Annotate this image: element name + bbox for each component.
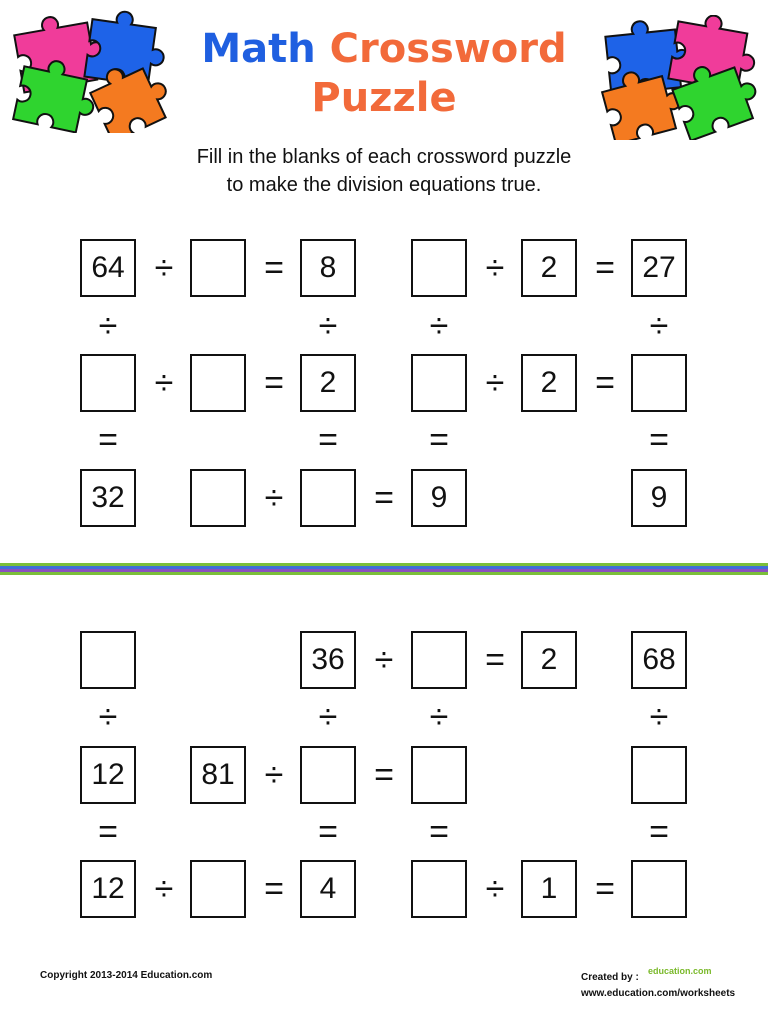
divide-symbol: ÷ — [98, 306, 118, 345]
equals-symbol: = — [98, 420, 118, 459]
cell-blank-input[interactable] — [80, 631, 136, 689]
cell-given: 2 — [521, 239, 577, 297]
title-word-crossword: Crossword — [329, 26, 567, 72]
divide-symbol: ÷ — [429, 306, 449, 345]
equals-symbol: = — [318, 420, 338, 459]
cell-blank-input[interactable] — [631, 746, 687, 804]
equals-symbol: = — [264, 869, 284, 908]
cell-given: 64 — [80, 239, 136, 297]
divide-symbol: ÷ — [374, 640, 394, 679]
divide-symbol: ÷ — [154, 869, 174, 908]
cell-given: 68 — [631, 631, 687, 689]
cell-given: 2 — [521, 631, 577, 689]
divide-symbol: ÷ — [649, 697, 669, 736]
equals-symbol: = — [649, 812, 669, 851]
education-logo — [648, 966, 712, 976]
cell-given: 9 — [411, 469, 467, 527]
cell-blank-input[interactable] — [411, 860, 467, 918]
title-word-math: Math — [201, 26, 316, 72]
equals-symbol: = — [595, 363, 615, 402]
divide-symbol: ÷ — [154, 363, 174, 402]
cell-given: 8 — [300, 239, 356, 297]
cell-given: 81 — [190, 746, 246, 804]
cell-given: 12 — [80, 746, 136, 804]
divide-symbol: ÷ — [429, 697, 449, 736]
equals-symbol: = — [595, 248, 615, 287]
cell-blank-input[interactable] — [411, 631, 467, 689]
instructions-line-1: Fill in the blanks of each crossword puzzle — [196, 146, 572, 168]
divide-symbol: ÷ — [98, 697, 118, 736]
divide-symbol: ÷ — [264, 755, 284, 794]
equals-symbol: = — [429, 812, 449, 851]
divide-symbol: ÷ — [485, 248, 505, 287]
divide-symbol: ÷ — [485, 869, 505, 908]
worksheets-url[interactable]: www.education.com/worksheets — [581, 988, 736, 999]
cell-given: 12 — [80, 860, 136, 918]
divide-symbol: ÷ — [264, 478, 284, 517]
cell-blank-input[interactable] — [411, 746, 467, 804]
title-word-puzzle: Puzzle — [311, 75, 457, 121]
logo-text: education.com — [648, 966, 712, 976]
cell-given: 1 — [521, 860, 577, 918]
instructions-line-2: to make the division equations true. — [226, 174, 542, 196]
cell-given: 36 — [300, 631, 356, 689]
equals-symbol: = — [98, 812, 118, 851]
equals-symbol: = — [374, 755, 394, 794]
cell-given: 27 — [631, 239, 687, 297]
equals-symbol: = — [595, 869, 615, 908]
cell-given: 2 — [521, 354, 577, 412]
cell-blank-input[interactable] — [300, 746, 356, 804]
cell-blank-input[interactable] — [190, 860, 246, 918]
cell-blank-input[interactable] — [631, 860, 687, 918]
cell-given: 9 — [631, 469, 687, 527]
divide-symbol: ÷ — [485, 363, 505, 402]
cell-given: 32 — [80, 469, 136, 527]
equals-symbol: = — [429, 420, 449, 459]
cell-given: 4 — [300, 860, 356, 918]
copyright-text: Copyright 2013-2014 Education.com — [40, 970, 213, 981]
divide-symbol: ÷ — [649, 306, 669, 345]
divide-symbol: ÷ — [154, 248, 174, 287]
equals-symbol: = — [318, 812, 338, 851]
equals-symbol: = — [485, 640, 505, 679]
created-by-label: Created by : — [581, 972, 639, 983]
divide-symbol: ÷ — [318, 306, 338, 345]
divide-symbol: ÷ — [318, 697, 338, 736]
equals-symbol: = — [264, 363, 284, 402]
equals-symbol: = — [649, 420, 669, 459]
equals-symbol: = — [374, 478, 394, 517]
equals-symbol: = — [264, 248, 284, 287]
cell-given: 2 — [300, 354, 356, 412]
